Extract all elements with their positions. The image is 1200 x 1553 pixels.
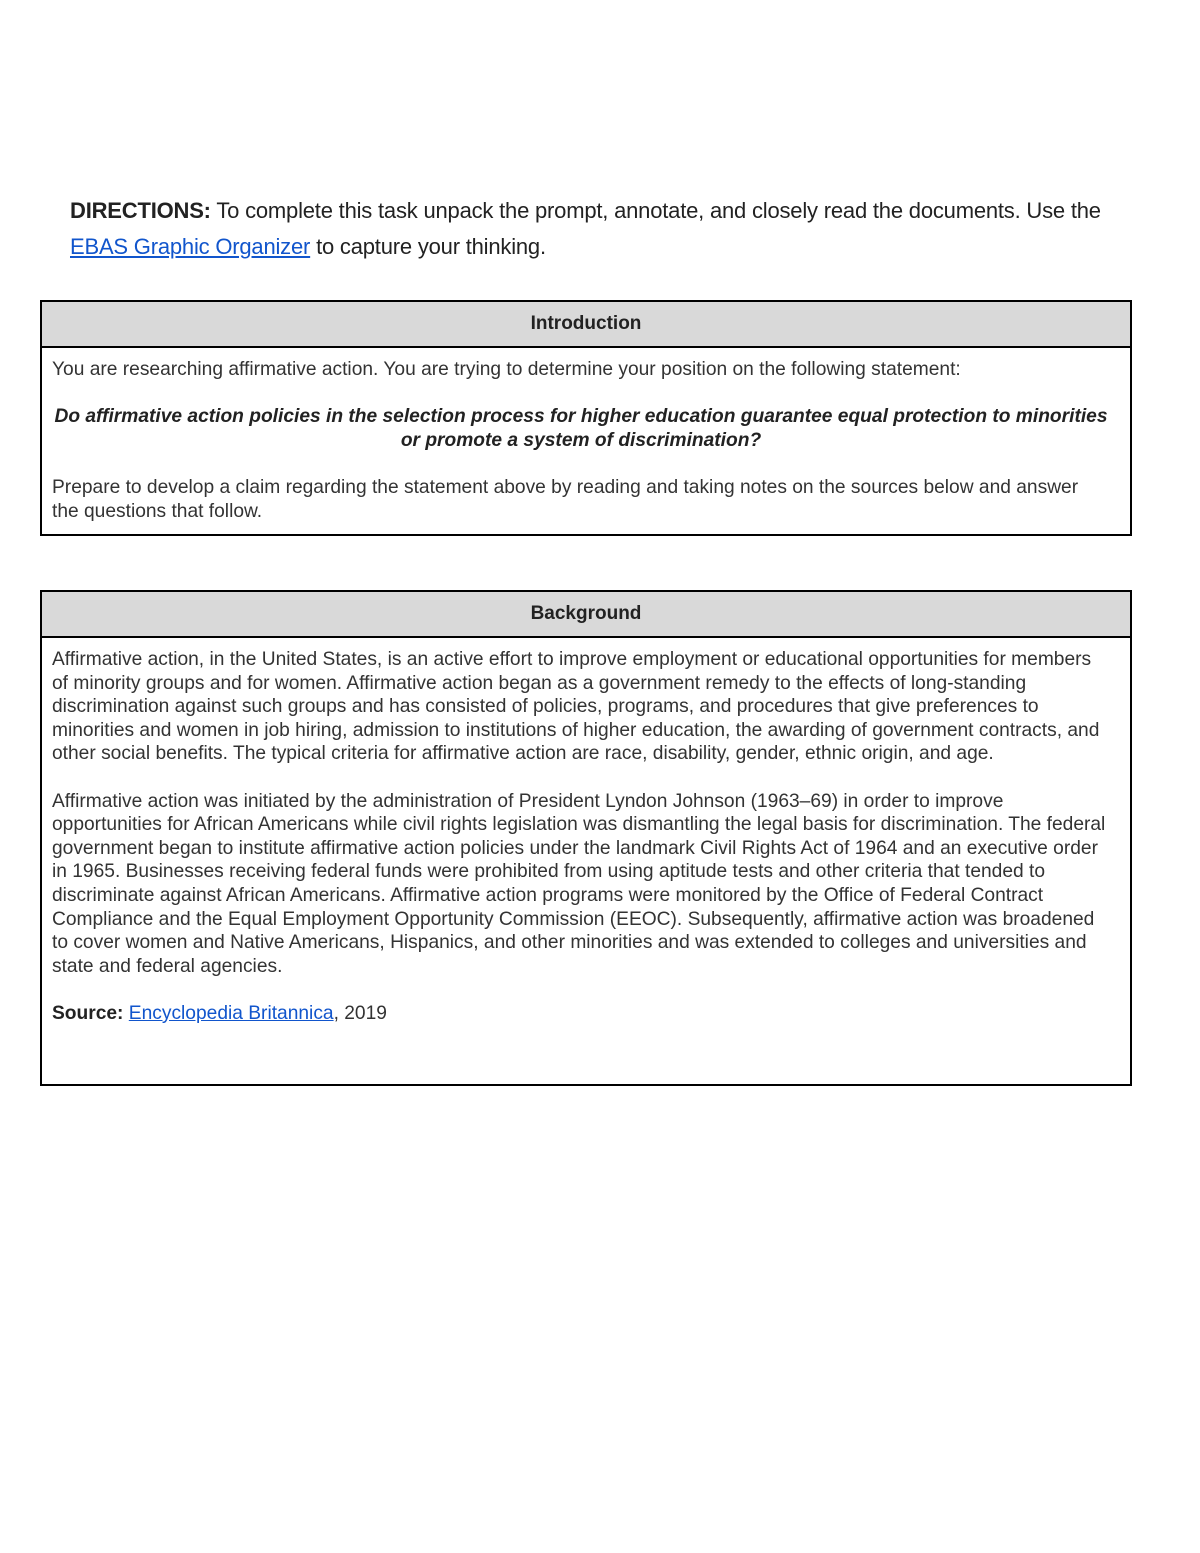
introduction-header: Introduction xyxy=(42,302,1130,348)
directions xyxy=(70,193,1140,265)
background-body xyxy=(42,638,1130,1026)
background-header: Background xyxy=(42,592,1130,638)
background-box xyxy=(40,590,1132,1086)
directions-text: To complete this task unpack the prompt, annotate, and closely read the documents. Use the xyxy=(210,198,1101,223)
introduction-instructions: Prepare to develop a claim regarding the statement above by reading and taking notes on the sources below and answer the questions that follow. xyxy=(52,476,1079,522)
background-paragraph-2: Affirmative action was initiated by the administration of President Lyndon Johnson (1963–69) in order to improve opportunities for African Americans while civil rights legislation was dismantling the legal basis for discrimination. The federal government began to institute affirmative action policies under the landmark Civil Rights Act of 1964 and an executive order in 1965. Businesses receiving federal funds were prohibited from using aptitude tests and other criteria that tended to discriminate against African Americans. Affirmative action programs were monitored by the Office of Federal Contract Compliance and the Equal Employment Opportunity Commission (EEOC). Subsequently, affirmative action was broadened to cover women and Native Americans, Hispanics, and other minorities and was extended to colleges and universities and state and federal agencies. xyxy=(52,790,1106,977)
source-citation xyxy=(52,1002,1110,1026)
introduction-body xyxy=(42,348,1130,523)
directions-label: DIRECTIONS: xyxy=(70,198,211,223)
introduction-statement: Do affirmative action policies in the selection process for higher education guarantee equal protection to minorities or promote a system of discrimination? xyxy=(54,406,1108,451)
background-paragraph-1: Affirmative action, in the United States, is an active effort to improve employment or educational opportunities for members of minority groups and for women. Affirmative action began as a government remedy to the effects of long-standing discrimination against such groups and has consisted of policies, programs, and procedures that give preferences to minorities and women in job hiring, admission to institutions of higher education, the awarding of government contracts, and other social benefits. The typical criteria for affirmative action are race, disability, gender, ethnic origin, and age. xyxy=(52,649,1100,765)
source-year: , 2019 xyxy=(333,1002,387,1024)
ebas-graphic-organizer-link[interactable]: EBAS Graphic Organizer xyxy=(70,234,311,259)
directions-text-end: to capture your thinking. xyxy=(310,234,546,259)
source-label: Source: xyxy=(52,1002,124,1024)
introduction-box xyxy=(40,300,1132,536)
encyclopedia-britannica-link[interactable]: Encyclopedia Britannica xyxy=(128,1002,334,1024)
introduction-paragraph: You are researching affirmative action. You are trying to determine your position on the following statement: xyxy=(52,359,961,380)
